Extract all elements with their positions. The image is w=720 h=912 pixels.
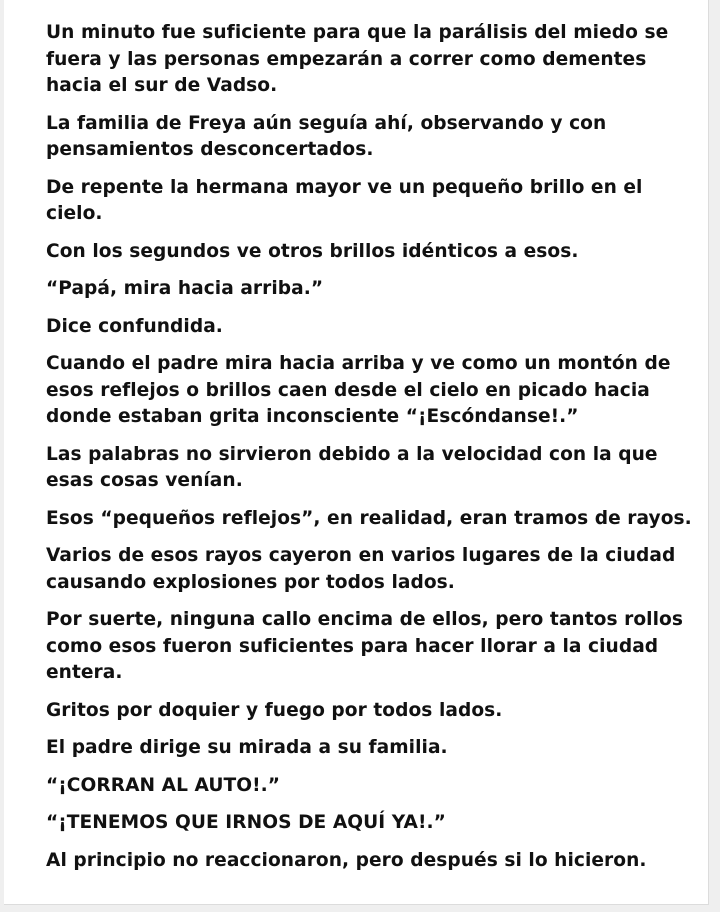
paragraph: Gritos por doquier y fuego por todos lados. xyxy=(46,699,503,721)
paragraph: Con los segundos ve otros brillos idénticos a esos. xyxy=(46,240,579,262)
paragraph: La familia de Freya aún seguía ahí, observando y con pensamientos desconcertados. xyxy=(46,112,607,160)
paragraph: Cuando el padre mira hacia arriba y ve como un montón de esos reflejos o brillos caen desde el cielo en picado hacia donde estaban grita inconsciente “¡Escóndanse!.” xyxy=(46,353,671,427)
paragraph: Dice confundida. xyxy=(46,315,223,337)
paragraph: Esos “pequeños reflejos”, en realidad, eran tramos de rayos. xyxy=(46,507,692,529)
paragraph: Las palabras no sirvieron debido a la velocidad con la que esas cosas venían. xyxy=(46,443,658,491)
paragraph: De repente la hermana mayor ve un pequeño brillo en el cielo. xyxy=(46,176,643,224)
paragraph: “¡TENEMOS QUE IRNOS DE AQUÍ YA!.” xyxy=(46,812,446,833)
paragraph: Varios de esos rayos cayeron en varios lugares de la ciudad causando explosiones por todos lados. xyxy=(46,545,676,593)
paragraph: “¡CORRAN AL AUTO!.” xyxy=(46,774,281,796)
document-body xyxy=(46,20,696,885)
paragraph: El padre dirige su mirada a su familia. xyxy=(46,737,448,758)
paragraph: Un minuto fue suficiente para que la parálisis del miedo se fuera y las personas empezarán a correr como dementes hacia el sur de Vadso. xyxy=(46,22,669,96)
paragraph: Por suerte, ninguna callo encima de ellos, pero tantos rollos como esos fueron suficientes para hacer llorar a la ciudad entera. xyxy=(46,609,683,683)
document-page xyxy=(4,0,709,905)
paragraph: “Papá, mira hacia arriba.” xyxy=(46,278,324,299)
paragraph: Al principio no reaccionaron, pero después si lo hicieron. xyxy=(46,849,647,871)
